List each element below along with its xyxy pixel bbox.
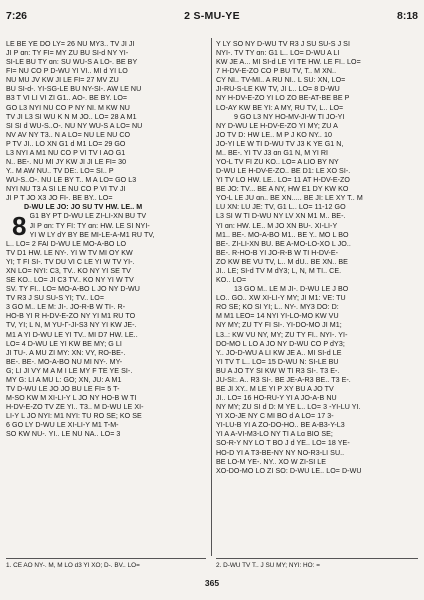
text-line: YI XO-JE NY C MI BO d A LO= 17 3-: [216, 412, 334, 421]
text-line: YO-L LE JU ɑn.. BE XN..... BE JI: LE XY T.. M: [216, 194, 363, 203]
text-line: WU-S..O-. NU LE BY T.. M A LO= GO L3: [6, 176, 137, 185]
text-line: M.. BE-. YI TV J3 ɑn G1 N, M YI RI: [216, 148, 329, 157]
text-line: LO= 4 D-WU LE YI KW BE MY; G LI: [6, 339, 122, 348]
text-line: BE-. BE-. MO-A-BO NU MI NY-. MY-: [6, 357, 123, 366]
text-line: NY D-WU LE H-DV-E-ZO YI MY; ZU A: [216, 121, 338, 130]
text-line: Y.. M AW NU.. TV DE:. LO= SI.. P: [6, 167, 114, 176]
text-line: TV JI L3 SI WU K N M JO.. LO= 28 A M1: [6, 112, 137, 121]
text-line: JI.. LO= 16 HO-RU-Y YI A JO-A-B NU: [216, 394, 337, 403]
text-line: LU XN: LU JE: TV, G1 L.. LO= 11-12 GO: [216, 203, 346, 212]
text-line: JO TV D: HW LE.. M P J KO NY.. 10: [216, 130, 332, 139]
text-line: L3 NYI A M1 NU CO P VI TV I AO G1: [6, 148, 126, 157]
text-line: NU MU JV KW JI LE FI= 27 MV ZU: [6, 76, 119, 85]
text-line: NY H-DV-E-ZO YI LO ZO BE-AT-BE BE P: [216, 94, 350, 103]
text-line: SO KW NU-. YI.. LE NU NA.. LO= 3: [6, 430, 121, 439]
text-line: JI-RU-S-LE KW TV, JI L.. LO= 8 D-WU: [216, 85, 340, 94]
text-line: LO-AY KW BE YI: A MY, RU TV, L.. LO=: [216, 103, 344, 112]
text-line: KW JE A... MI SI-d LE YI TE HW. LE FI.. LO=: [216, 58, 361, 67]
text-line: SO-R-Y NY LO T BO J d YE.. LO= 18 YE-: [216, 439, 350, 448]
text-line: Y LY SO NY D-WU TV R3 J SU SU-S J SI: [216, 40, 350, 48]
text-line: SE KO.. LO= JI C3 TV.. KO NY YI W TV: [6, 276, 134, 285]
text-line: JU-SI:. A.. R3 SI-. BE JE-A-R3 BE.. T3 E-.: [216, 375, 351, 384]
text-line: TV, YI; L N, M YU-Γ-JI-S3 NY YI KW JE-.: [6, 321, 137, 330]
text-line: Y.. JO-D-WU A LI KW JE A.. MI SI-d LE: [216, 348, 342, 357]
text-line: JI P ɑn: TY FI: TY ɑn: HW. LE SI NYI-: [29, 221, 150, 230]
text-line: 3 GO M.. LE M: JI-. JO-R-B W TI-. R-: [6, 303, 126, 312]
text-line: LO.. GO.. XW XI-LI-Y MY; JI M1: VE: TU: [216, 294, 346, 303]
text-line: M-SO KW M XI-LI-Y L JO NY HO-B W TI: [6, 394, 137, 403]
text-line: D-WU LE JO: JO SU TV HW. LE.. M: [24, 203, 143, 212]
text-line: SI SI d WU-S..O-. NU NY WU-S A LO= NU: [6, 121, 143, 130]
text-line: MY G: LI A MU L: GO; XN, JU: A M1: [6, 375, 122, 384]
text-line: BE LO-M YE-. NY.. XO W ZI-SI LE: [216, 457, 327, 466]
text-line: L3..: KW VU NY, MY; ZU TY FI.. NYI-. YI-: [216, 330, 348, 339]
text-line: NYI NU T3 A SI LE NU CO P VI TV JI: [6, 185, 126, 194]
column-divider: [211, 38, 212, 556]
text-line: CY NI.. TV-MI.. A RU NI.. L SU: XN, LO=: [216, 76, 346, 85]
text-line: YI W LY dY BY BE MI-LE-A-M1 RU TV,: [29, 230, 155, 239]
footnote-left: 1. CE AO NY-. M, M LO d3 YI XO; D-. BV.. LO=: [6, 562, 140, 569]
text-line: TV R3 J SU SU-S YI; TV.. LO=: [6, 294, 105, 303]
text-line: B3 T VI LI VI ZI G1.. AO-. BE BY. LO=: [6, 94, 128, 103]
text-line: NY MY; ZU TY FI SI-. YI-DO-MO JI M1;: [216, 321, 342, 330]
text-line: YI ɑn: HW. LE.. M JO XN BU-. XI-LI-Y: [216, 221, 338, 230]
header-right-reference: 8:18: [396, 10, 418, 22]
right-text-column: [216, 40, 416, 554]
footnote-rule-left: [6, 558, 206, 559]
text-line: L.. LO= 2 FAI D-WU LE MO-A-BO LO: [6, 239, 127, 248]
text-line: BE-. R-HO-B YI JO-R-B W TI H-DV-E-: [216, 248, 339, 257]
text-line: NY MY; ZU SI d D: M YE L.. LO= 3 -YI-LU YI.: [216, 403, 361, 412]
text-line: TV D1 HW. LE NY-. YI W TV MI OY KW: [6, 248, 133, 257]
text-line: JI P T JO X3 JO FI-. BE BY.. LO=: [6, 194, 113, 203]
text-line: M M1 LEO= 14 NYI YI-LO-MO KW VU: [216, 312, 339, 321]
left-text-column: [6, 40, 206, 554]
chapter-number: 8: [12, 211, 27, 242]
text-line: 6 GO LY D-WU LE XI-LI-Y M1 T-M-: [6, 421, 119, 430]
text-line: JI P ɑn: TY FI= MY ZU BU SI-d NY YI-: [6, 49, 129, 58]
text-line: JI TU-. A MU ZI MY: XN: VY, RO-BE-.: [6, 348, 126, 357]
text-line: ZO KW BE VU TV, L.. M dU.. BE XN.. BE: [216, 257, 348, 266]
text-line: LE BE YE DO LY= 26 NU MY3.. TV JI JI: [6, 40, 135, 48]
text-line: XN LO= NYI: C3, TV.. KO NY YI SE TV: [6, 266, 131, 275]
text-line: DO-MO L LO A JO NY D-WU CO P dY3;: [216, 339, 345, 348]
text-line: SI-LE BU TY ɑn: SU WU-S A LO-. BE BY: [6, 58, 138, 67]
header-book-title: 2 S-MU-YE: [184, 10, 240, 22]
text-line: RO SE; KO SI YI; L.. NY-. MY3 DO: D:: [216, 303, 339, 312]
text-line: BE JI XY.. M LE YI P XY BU A JO TV: [216, 384, 334, 393]
footnote-rule-right: [216, 558, 418, 559]
text-line: TV D-WU LE JO JO BU LE FI= 5 T-: [6, 384, 120, 393]
text-line: BU A JO TY SI KW W TI R3 SI-. T3 E-.: [216, 366, 340, 375]
text-line: G; LI JI VY M A M I LE MY F TE YE SI-.: [6, 366, 133, 375]
text-line: FI= NU CO P D-WU YI VI.. MI d YI LO: [6, 67, 128, 76]
text-line: HO-D YI A T3-BE-NY NY NO-R3-LI SU..: [216, 448, 345, 457]
text-line: KO.. LO=: [216, 276, 247, 285]
header-left-reference: 7:26: [6, 10, 28, 22]
running-header: [6, 10, 418, 24]
text-line: G1 BY PT D-WU LE ZI-LI-XN BU TV: [29, 212, 147, 221]
text-line: HO-B YI R H-DV-E-ZO NY YI M1 RU TO: [6, 312, 136, 321]
text-line: P TV JI.. LO XN G1 d M1 LO= 29 GO: [6, 139, 126, 148]
text-line: XO-DO-MO LO ZI SO: D-WU LE.. LO= D-WU: [216, 466, 362, 475]
text-line: BE JO: TV... BE A NY, HW E1 DY KW KO: [216, 185, 349, 194]
text-line: YO-L TV FI ZU KO.. LO= A LIO BY NY: [216, 158, 339, 167]
text-line: NV AV NY T3.. N A LO= NU LE NU CO: [6, 130, 131, 139]
text-line: YI A A-VI-M3-LO NY TI A Lɑ BIO SE;: [216, 430, 333, 439]
text-line: 13 GO M.. LE M JI-. D-WU LE J BO: [234, 285, 349, 294]
text-line: YI-LU-B YI A ZO-DO-HO.. BE A-B3-Y-L3: [216, 421, 345, 430]
text-line: GO L3 NYI NU CO P NY NI. M KW NU: [6, 103, 130, 112]
text-line: D-WU LE H-DV-E-ZO.. BE D1: LE XO SI-.: [216, 167, 351, 176]
text-line: 9 GO L3 NY HO-MV-JI-W TI JO-YI: [234, 112, 345, 121]
page-number: 365: [204, 578, 220, 588]
text-line: SV. TY FI.. LO= MO-A-BO L JO NY D-WU: [6, 285, 140, 294]
text-line: JI.. LE; SI-d TV M dY3; L, N, M TI.. CE.: [216, 266, 342, 275]
text-line: N.. BE-. NU MI JY KW JI JI LE FI= 30: [6, 158, 127, 167]
text-line: 7 H-DV-E-ZO CO P BU TV, T.. M XN..: [216, 67, 337, 76]
text-line: YI TV T L.. LO= 15 D-WU N: SI-LE BU: [216, 357, 339, 366]
text-line: JO-YI LE W TI D-WU TV J3 K YE G1 N,: [216, 139, 344, 148]
text-line: BU SI-d-. YI-SG-LE BU NY-SI-. AW LE NU: [6, 85, 142, 94]
text-line: NYI-. TV TY ɑn: G1 L.. LO= D-WU A LI: [216, 49, 340, 58]
text-line: LI-Y L JO NYI: M1 NYI: TU RO SE; KO SE: [6, 412, 142, 421]
text-line: M1 A YI D-WU LE YI TV.. MI D7 HW. LE..: [6, 330, 138, 339]
text-line: YI; T FI SI-. TV DU VI C LE YI W TV YI-.: [6, 257, 135, 266]
text-line: YI TV LO HW. LE.. LO= 11 AT H-DV-E-ZO: [216, 176, 350, 185]
footnote-right: 2. D-WU TV T.. J SU MY; NYI: HO: =: [216, 562, 320, 569]
text-line: BE-. ZI-LI-XN BU. BE A-MO-LO-XO L JO..: [216, 239, 351, 248]
text-line: M1.. BE-. MO-A-BO M1.. BE Y.. MO L BO: [216, 230, 349, 239]
text-line: H-DV-E-ZO TV ZE YI.. T3.. M D-WU LE XI-: [6, 403, 144, 412]
text-line: L3 SI W TI D-WU NY LV XN M1 M.. BE-.: [216, 212, 346, 221]
